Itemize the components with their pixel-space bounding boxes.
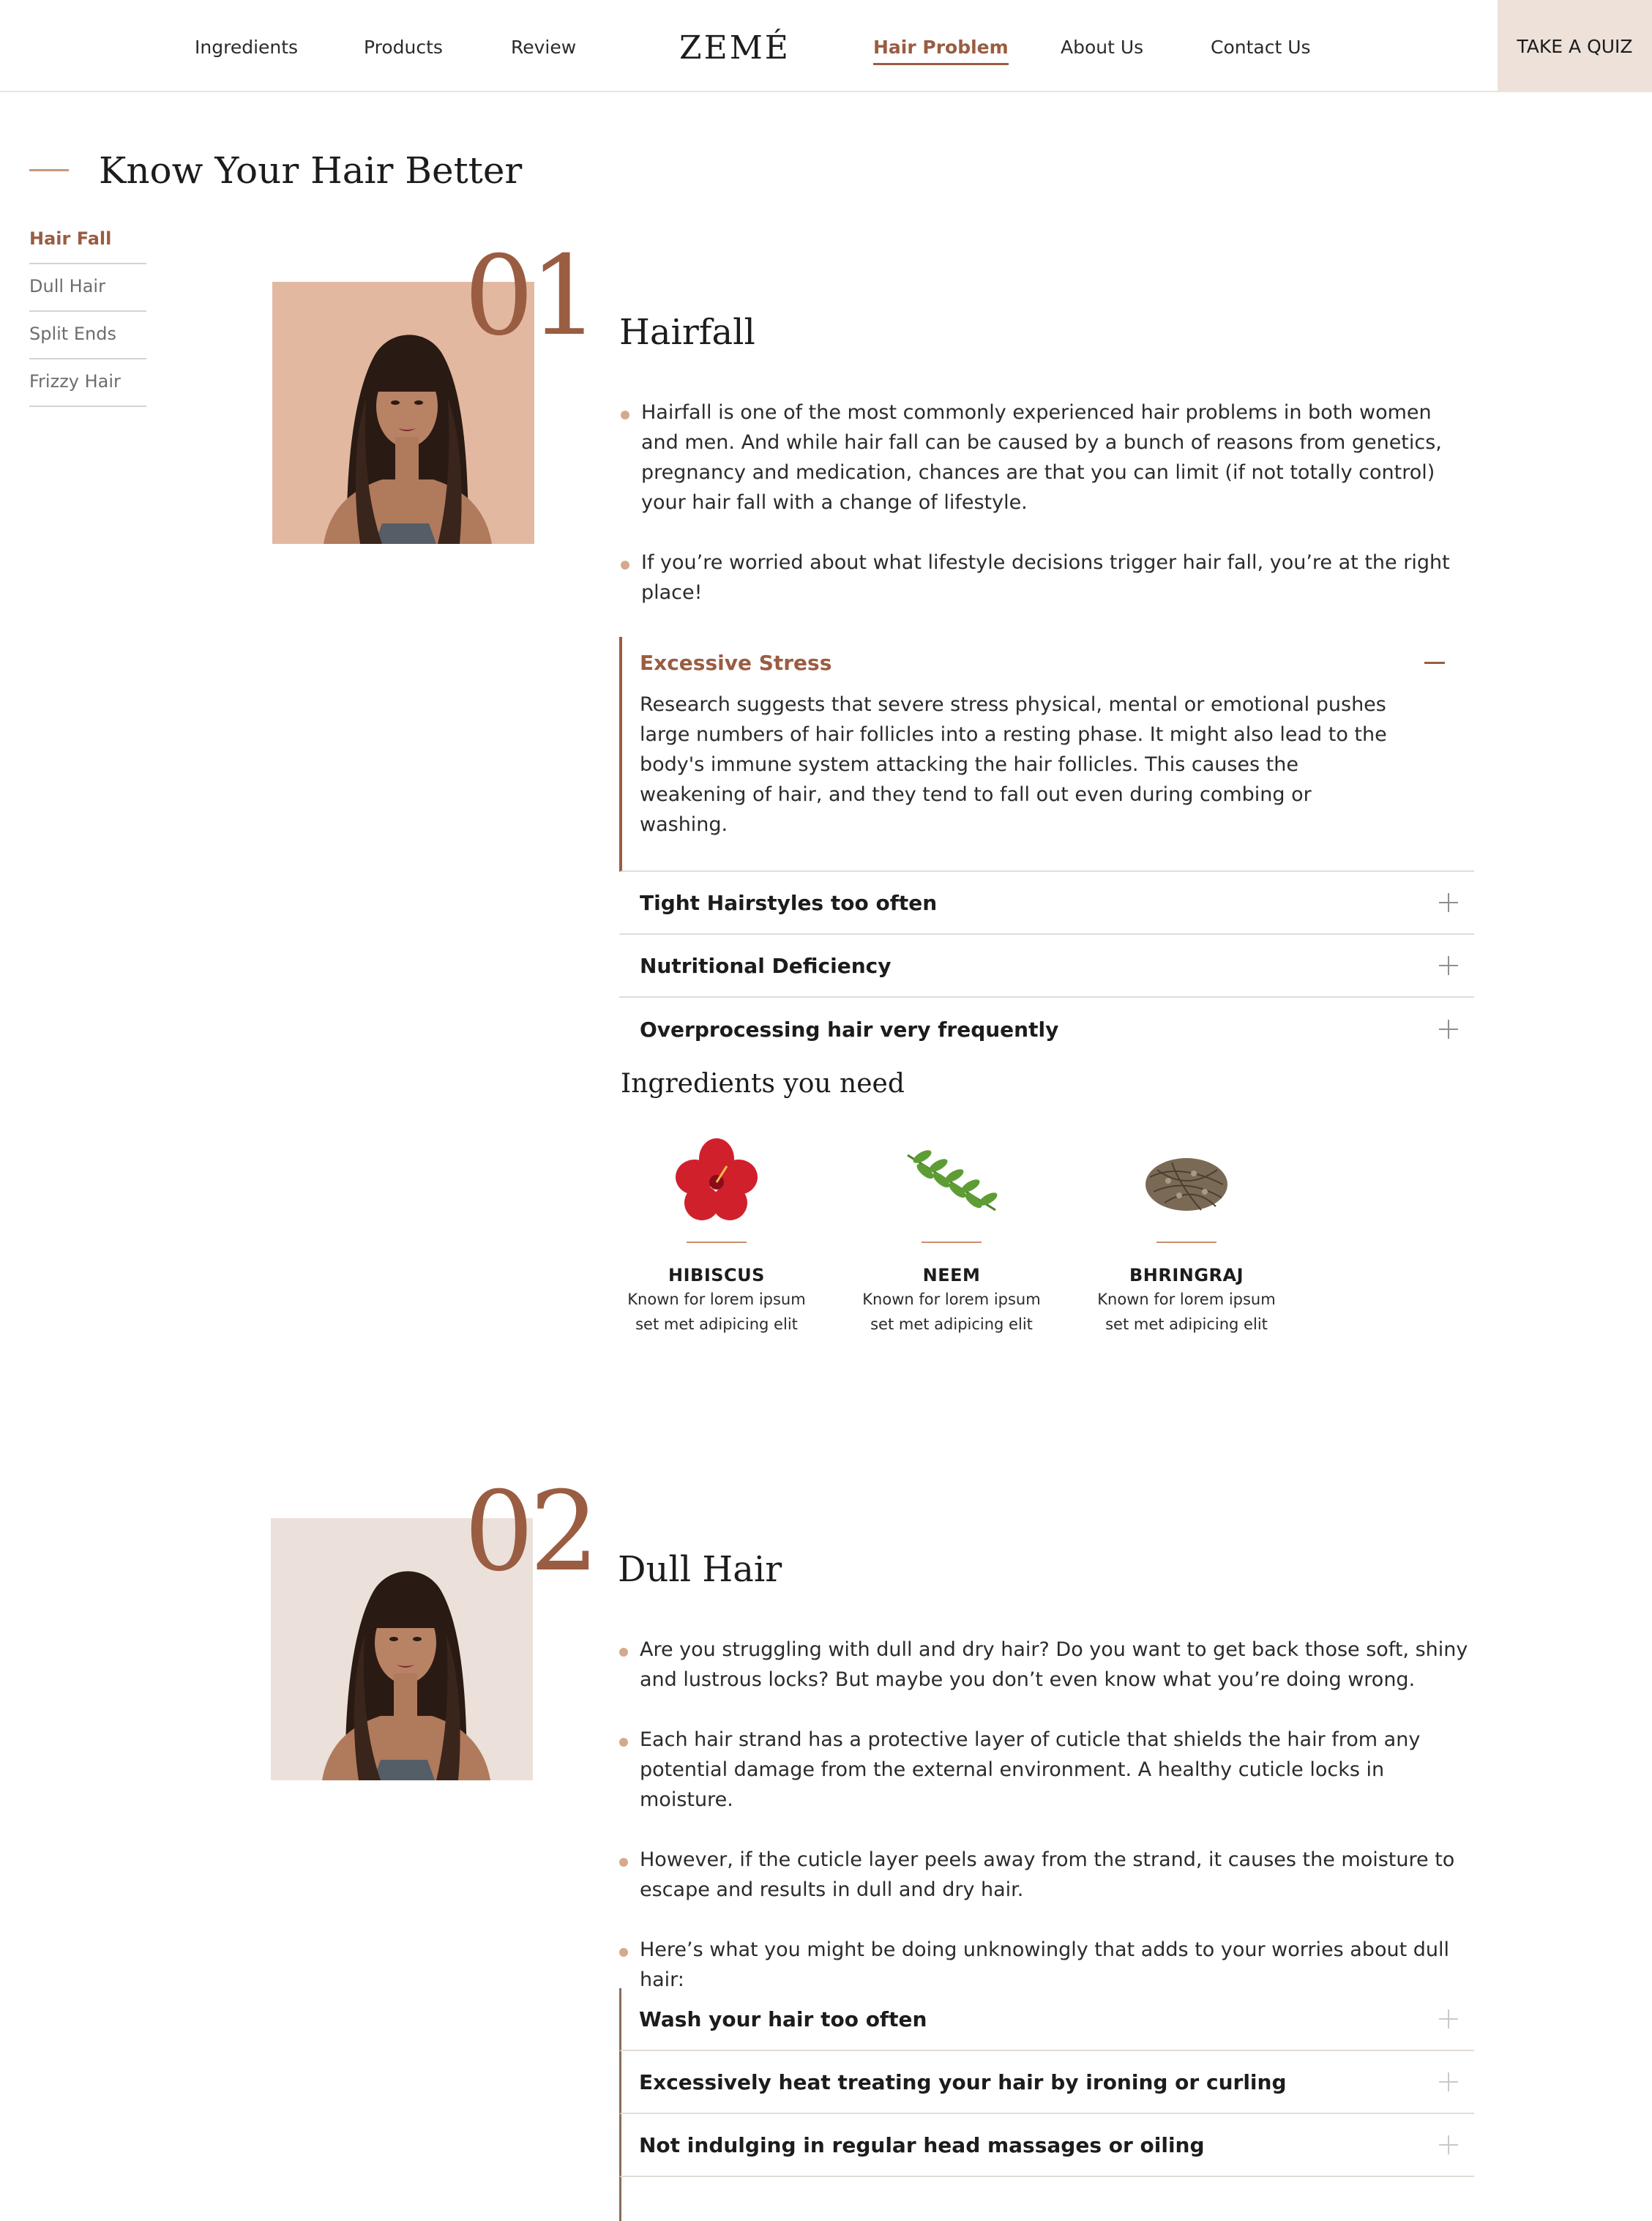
accordion-item-overprocessing[interactable] (619, 998, 1474, 1061)
bullet-item (619, 1935, 1483, 1995)
take-a-quiz-button[interactable]: TAKE A QUIZ (1498, 0, 1652, 92)
bullet-item (621, 548, 1455, 608)
bullet-item (619, 1845, 1483, 1905)
accordion-item-partial (619, 2177, 1474, 2221)
section-number-01: 01 (464, 233, 595, 360)
ingredient-card-bhringraj[interactable] (1091, 1133, 1282, 1337)
side-nav-split-ends[interactable]: Split Ends (29, 313, 146, 359)
nav-hair-problem[interactable] (873, 35, 1009, 60)
bhringraj-icon (1091, 1133, 1282, 1228)
bullet-text: Are you struggling with dull and dry hair? Do you want to get back those soft, shiny and lustrous locks? But maybe you don’t even know what you’re doing wrong. (640, 1638, 1468, 1691)
bullet-text: Each hair strand has a protective layer of cuticle that shields the hair from any potential damage from the external environment. A healthy cuticle locks in moisture. (640, 1728, 1421, 1811)
accordion-title: Nutritional Deficiency (640, 953, 892, 978)
ingredient-divider (687, 1242, 747, 1243)
nav-products[interactable]: Products (364, 37, 443, 58)
plus-icon[interactable] (1439, 1020, 1458, 1039)
accordion-item-head-massages[interactable] (619, 2114, 1474, 2177)
ingredient-desc-line: set met adipicing elit (1105, 1315, 1268, 1333)
title-decoration-dash (29, 169, 69, 171)
ingredient-name: HIBISCUS (668, 1265, 765, 1285)
plus-icon[interactable] (1439, 2135, 1458, 2154)
bullet-dot-icon (619, 1738, 628, 1747)
nav-contact-us[interactable]: Contact Us (1211, 37, 1311, 58)
ingredient-divider (922, 1242, 982, 1243)
bullet-dot-icon (619, 1858, 628, 1867)
ingredient-name: BHRINGRAJ (1129, 1265, 1244, 1285)
nav-review[interactable]: Review (511, 37, 577, 58)
bullet-text: Hairfall is one of the most commonly experienced hair problems in both women and men. And while hair fall can be caused by a bunch of reasons from genetics, pregnancy and medication, chances are that you can limit (if not totally control) your hair fall with a change of lifestyle. (641, 401, 1442, 514)
accordion-header[interactable] (640, 637, 1445, 688)
accordion-title: Tight Hairstyles too often (640, 890, 938, 915)
side-nav-frizzy-hair[interactable]: Frizzy Hair (29, 361, 146, 407)
accordion-item-nutritional-deficiency[interactable] (619, 935, 1474, 998)
bullet-item (619, 1635, 1483, 1695)
ingredient-desc-line: set met adipicing elit (870, 1315, 1033, 1333)
hibiscus-icon (621, 1133, 812, 1228)
side-nav-dull-hair[interactable]: Dull Hair (29, 266, 146, 312)
accordion-item-tight-hairstyles[interactable] (619, 872, 1474, 935)
side-nav-hair-fall[interactable]: Hair Fall (29, 218, 146, 264)
ingredient-card-neem[interactable] (856, 1133, 1047, 1337)
hairfall-bullet-list (621, 397, 1455, 638)
bullet-dot-icon (619, 1648, 628, 1657)
top-navigation-bar (0, 0, 1652, 92)
bullet-text: If you’re worried about what lifestyle decisions trigger hair fall, you’re at the right place! (641, 551, 1450, 604)
page-title: Know Your Hair Better (99, 149, 523, 192)
ingredient-description (856, 1287, 1047, 1337)
bullet-dot-icon (621, 561, 629, 570)
ingredient-description (1091, 1287, 1282, 1337)
ingredient-desc-line: Known for lorem ipsum (1097, 1291, 1276, 1308)
ingredient-desc-line: Known for lorem ipsum (627, 1291, 806, 1308)
accordion-item-excessive-stress (619, 637, 1474, 872)
brand-logo[interactable]: ZEMÉ (679, 29, 791, 67)
section-title-hairfall: Hairfall (619, 312, 755, 353)
accordion-item-heat-treating[interactable] (619, 2051, 1474, 2114)
ingredient-card-hibiscus[interactable] (621, 1133, 812, 1337)
accordion-item-wash-too-often[interactable] (619, 1988, 1474, 2051)
accordion-body: Research suggests that severe stress physical, mental or emotional pushes large numbers of hair follicles into a resting phase. It might also lead to the body's immune system attacking the hair follicles. This causes the weakening of hair, and they tend to fall out even during combing or washing. (640, 693, 1387, 836)
ingredient-description (621, 1287, 812, 1337)
plus-icon[interactable] (1439, 2072, 1458, 2091)
dull-hair-bullet-list (619, 1635, 1483, 2025)
section-title-dull-hair: Dull Hair (618, 1549, 782, 1590)
minus-icon[interactable] (1424, 662, 1445, 664)
plus-icon[interactable] (1439, 956, 1458, 975)
bullet-dot-icon (621, 411, 629, 419)
active-nav-underline (873, 63, 1009, 65)
bullet-text: However, if the cuticle layer peels away from the strand, it causes the moisture to escape and results in dull and dry hair. (640, 1848, 1455, 1901)
ingredient-divider (1156, 1242, 1216, 1243)
accordion-title: Not indulging in regular head massages or oiling (639, 2132, 1205, 2157)
neem-icon (856, 1133, 1047, 1228)
accordion-title: Excessive Stress (640, 650, 832, 675)
ingredient-desc-line: set met adipicing elit (635, 1315, 798, 1333)
nav-hair-problem-label: Hair Problem (873, 37, 1009, 58)
nav-ingredients[interactable]: Ingredients (195, 37, 299, 58)
section-number-02: 02 (464, 1468, 595, 1596)
plus-icon[interactable] (1439, 2009, 1458, 2028)
ingredient-name: NEEM (922, 1265, 981, 1285)
bullet-text: Here’s what you might be doing unknowingly that adds to your worries about dull hair: (640, 1938, 1449, 1991)
accordion-title: Excessively heat treating your hair by ironing or curling (639, 2069, 1287, 2094)
ingredients-heading: Ingredients you need (621, 1069, 905, 1099)
dull-hair-causes-accordion (619, 1988, 1474, 2221)
nav-about-us[interactable]: About Us (1061, 37, 1144, 58)
bullet-dot-icon (619, 1948, 628, 1957)
bullet-item (621, 397, 1455, 518)
accordion-title: Wash your hair too often (639, 2007, 927, 2031)
hairfall-causes-accordion (619, 637, 1474, 1061)
bullet-item (619, 1725, 1483, 1815)
accordion-title: Overprocessing hair very frequently (640, 1017, 1059, 1042)
plus-icon[interactable] (1439, 893, 1458, 912)
ingredient-desc-line: Known for lorem ipsum (862, 1291, 1041, 1308)
